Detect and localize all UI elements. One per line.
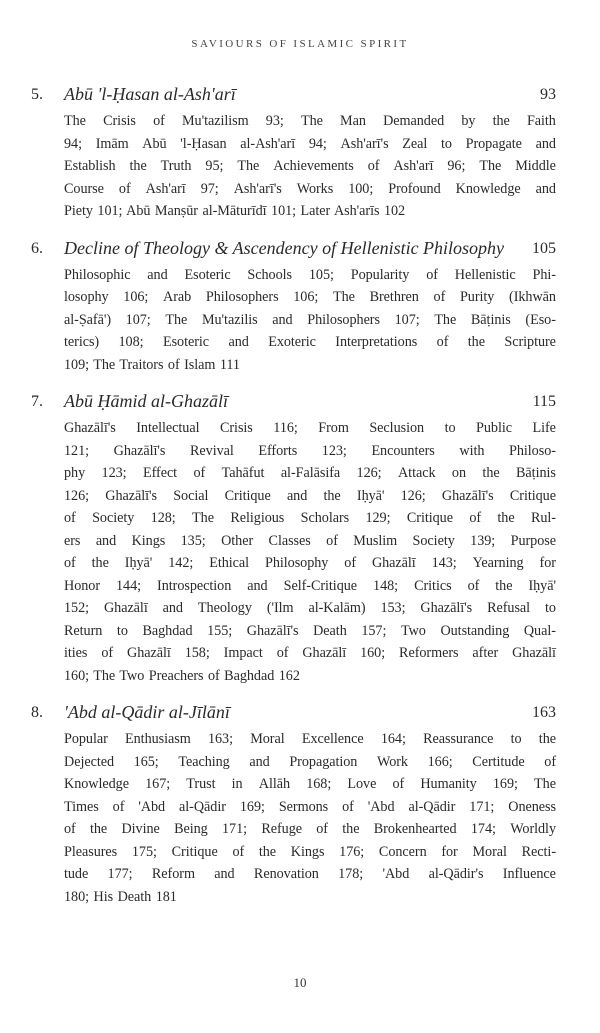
toc-entry-heading	[28, 238, 556, 264]
chapter-subtopics	[64, 264, 556, 377]
chapter-title: 'Abd al-Qādir al-Jīlānī	[64, 702, 230, 722]
subtopic-line: 109; The Traitors of Islam 111	[64, 356, 240, 373]
subtopic-line: Dejected 165; Teaching and Propagation Work 166; Certitude of	[64, 753, 556, 770]
chapter-subtopics	[64, 110, 556, 223]
subtopic-line: Honor 144; Introspection and Self-Critique 148; Critics of the Iḥyā'	[64, 577, 556, 594]
table-of-contents	[28, 84, 556, 923]
subtopic-line: 121; Ghazālī's Revival Efforts 123; Encounters with Philoso-	[64, 442, 556, 459]
chapter-number: 5.	[31, 86, 43, 103]
subtopic-line: Establish the Truth 95; The Achievements of Ash'arī 96; The Middle	[64, 158, 556, 174]
chapter-subtopics	[64, 417, 556, 687]
subtopic-line: Course of Ash'arī 97; Ash'arī's Works 100; Profound Knowledge and	[64, 180, 556, 197]
chapter-subtopics	[64, 728, 556, 908]
chapter-page-number: 115	[532, 393, 556, 410]
subtopic-line: 180; His Death 181	[64, 888, 177, 905]
chapter-number: 7.	[31, 393, 43, 410]
chapter-page-number: 105	[532, 239, 556, 257]
subtopic-line: Philosophic and Esoteric Schools 105; Popularity of Hellenistic Phi-	[64, 266, 556, 283]
subtopic-line: Ghazālī's Intellectual Crisis 116; From Seclusion to Public Life	[64, 420, 556, 436]
toc-entry	[28, 238, 556, 377]
subtopic-line: Piety 101; Abū Manṣūr al-Māturīdī 101; Later Ash'arīs 102	[64, 203, 406, 219]
toc-entry-heading	[28, 702, 556, 728]
chapter-number: 6.	[31, 239, 43, 257]
subtopic-line: 94; Imām Abū 'l-Ḥasan al-Ash'arī 94; Ash'arī's Zeal to Propagate and	[64, 135, 556, 152]
subtopic-line: tude 177; Reform and Renovation 178; 'Abd al-Qādir's Influence	[64, 866, 556, 882]
subtopic-line: Times of 'Abd al-Qādir 169; Sermons of 'Abd al-Qādir 171; Oneness	[64, 798, 556, 815]
subtopic-line: The Crisis of Mu'tazilism 93; The Man Demanded by the Faith	[64, 113, 556, 129]
subtopic-line: Popular Enthusiasm 163; Moral Excellence 164; Reassurance to the	[64, 731, 556, 747]
chapter-number: 8.	[31, 704, 43, 721]
toc-entry	[28, 702, 556, 908]
toc-entry-heading	[28, 84, 556, 110]
running-head: SAVIOURS OF ISLAMIC SPIRIT	[191, 38, 409, 50]
subtopic-line: 160; The Two Preachers of Baghdad 162	[64, 667, 300, 684]
subtopic-line: phy 123; Effect of Tahāfut al-Falāsifa 126; Attack on the Bāṭinis	[64, 465, 556, 481]
chapter-title: Abū 'l-Ḥasan al-Ash'arī	[64, 84, 236, 104]
chapter-page-number: 93	[540, 86, 556, 103]
subtopic-line: Pleasures 175; Critique of the Kings 176; Concern for Moral Recti-	[64, 843, 556, 860]
subtopic-line: ers and Kings 135; Other Classes of Muslim Society 139; Purpose	[64, 532, 556, 549]
chapter-title: Abū Ḥāmid al-Ghazālī	[64, 391, 228, 411]
subtopic-line: Knowledge 167; Trust in Allāh 168; Love of Humanity 169; The	[64, 776, 556, 792]
subtopic-line: 152; Ghazālī and Theology ('Ilm al-Kalām) 153; Ghazālī's Refusal to	[64, 600, 556, 616]
subtopic-line: Return to Baghdad 155; Ghazālī's Death 157; Two Outstanding Qual-	[64, 622, 556, 639]
subtopic-line: of Society 128; The Religious Scholars 129; Critique of the Rul-	[64, 510, 556, 526]
toc-entry	[28, 391, 556, 687]
subtopic-line: ities of Ghazālī 158; Impact of Ghazālī 160; Reformers after Ghazālī	[64, 645, 556, 661]
subtopic-line: of the Divine Being 171; Refuge of the Brokenhearted 174; Worldly	[64, 821, 556, 837]
toc-entry	[28, 84, 556, 223]
subtopic-line: terics) 108; Esoteric and Exoteric Interpretations of the Scripture	[64, 334, 556, 350]
page-number: 10	[293, 975, 307, 990]
subtopic-line: losophy 106; Arab Philosophers 106; The Brethren of Purity (Ikhwān	[64, 289, 556, 305]
chapter-page-number: 163	[532, 704, 556, 721]
subtopic-line: of the Iḥyā' 142; Ethical Philosophy of Ghazālī 143; Yearning for	[64, 555, 556, 571]
subtopic-line: al-Ṣafā') 107; The Mu'tazilis and Philosophers 107; The Bāṭinis (Eso-	[64, 311, 556, 328]
chapter-title: Decline of Theology & Ascendency of Hellenistic Philosophy	[64, 237, 505, 258]
subtopic-line: 126; Ghazālī's Social Critique and the Iḥyā' 126; Ghazālī's Critique	[64, 487, 556, 504]
toc-entry-heading	[28, 391, 556, 417]
